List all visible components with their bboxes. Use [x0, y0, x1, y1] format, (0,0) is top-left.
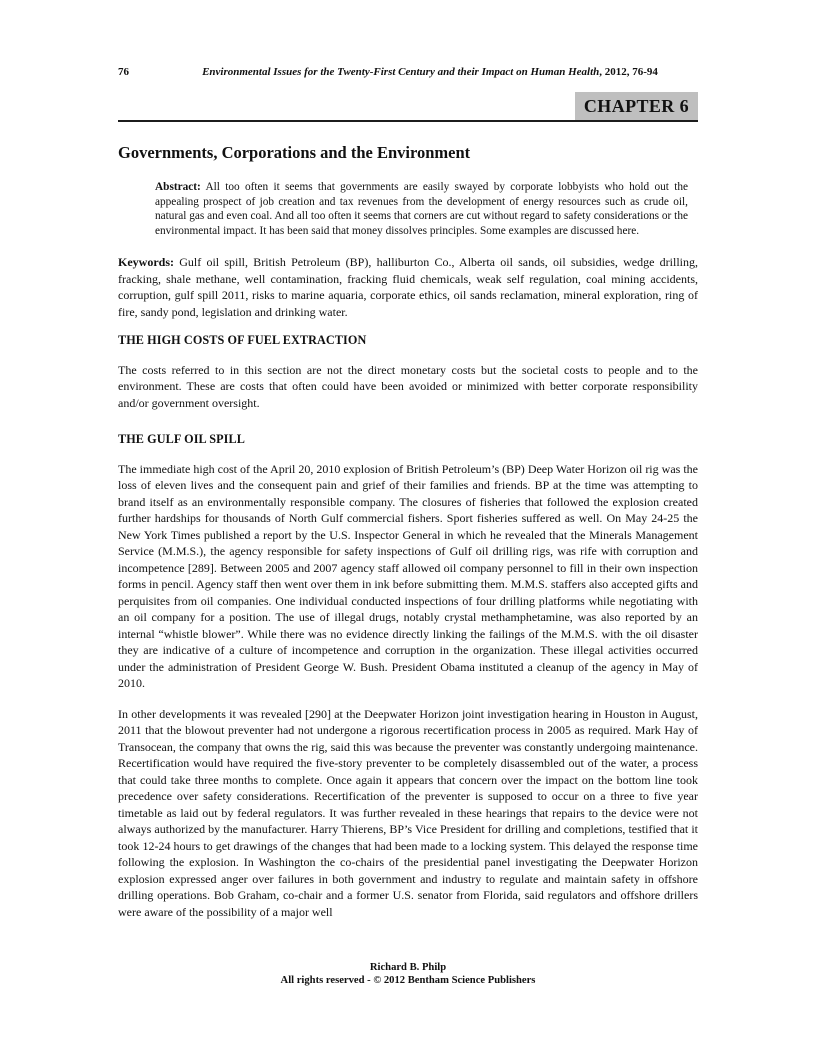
footer-author: Richard B. Philp [369, 962, 447, 973]
journal-title: Environmental Issues for the Twenty-First Century and their Impact on Human Health [202, 66, 600, 78]
chapter-banner: CHAPTER 6 [575, 92, 698, 120]
chapter-title: Governments, Corporations and the Environment [118, 143, 471, 162]
abstract [155, 180, 688, 238]
paragraph: The costs referred to in this section are not the direct monetary costs but the societal costs to people and to the environment. These are costs that often could have been avoided or minimized with better corporate responsibility and/or government oversight. [118, 362, 698, 410]
running-head [118, 66, 698, 79]
abstract-label: Abstract: [155, 181, 201, 193]
section-heading-fuel-extraction: THE HIGH COSTS OF FUEL EXTRACTION [118, 333, 367, 348]
page-footer [118, 961, 698, 987]
paragraph: In other developments it was revealed [290] at the Deepwater Horizon joint investigation hearing in Houston in August, 2011 that the blowout preventer had not undergone a rigorous recertification process in 2005 as required. Mark Hay of Transocean, the company that owns the rig, said this was because the preventer was constantly undergoing maintenance. Recertification would have required the five-story preventer to be completely disassembled out of the water, a process that could take three months to complete. Once again it appears that concern over the impact on the bottom line took precedence over safety considerations. Recertification of the preventer is supposed to occur on a three to five year timetable as laid out by federal regulators. It was further revealed in these hearings that repairs to the device were not always authorized by the manufacturer. Harry Thierens, BP’s Vice President for drilling and completions, testified that it took 12-24 hours to get drawings of the changes that had been made to a locking system. This delayed the response time following the explosion. In Washington the co-chairs of the presidential panel investigating the Deepwater Horizon explosion expressed anger over failures in both government and industry to regulate and maintain safety in offshore drilling operations. Bob Graham, co-chair and a former U.S. senator from Florida, said regulators and offshore drillers were aware of the possibility of a major well [118, 706, 698, 919]
keywords [118, 254, 698, 320]
abstract-text: All too often it seems that governments are easily swayed by corporate lobbyists who hold out the appealing prospect of job creation and tax revenues from the development of energy resources such as crude oil, natural gas and even coal. And all too often it seems that corners are cut without regard to safety considerations or the environmental impact. It has been said that money dissolves principles. Some examples are discussed here. [155, 181, 688, 237]
chapter-rule [118, 92, 698, 122]
section-heading-gulf-oil-spill: THE GULF OIL SPILL [118, 432, 245, 447]
keywords-text: Gulf oil spill, British Petroleum (BP), halliburton Co., Alberta oil sands, oil subsidies, wedge drilling, fracking, shale methane, well contamination, fracking fluid chemicals, weak self regulation, coal mining accidents, corruption, gulf spill 2011, risks to marine aquaria, corporate ethics, oil sands reclamation, mineral exploration, ring of fire, sandy pond, legislation and drinking water. [118, 255, 699, 319]
paragraph: The immediate high cost of the April 20, 2010 explosion of British Petroleum’s (BP) Deep Water Horizon oil rig was the loss of eleven lives and the consequent pain and grief of their families and friends. BP at the time was attempting to brand itself as an environmentally responsible company. The closures of fisheries that followed the explosion created further hardships for thousands of North Gulf commercial fishers. Sport fisheries suffered as well. On May 24-25 the New York Times published a report by the U.S. Inspector General in which he revealed that the Minerals Management Service (M.M.S.), the agency responsible for safety inspections of Gulf oil drilling rigs, was rife with corruption and incompetence [289]. Between 2005 and 2007 agency staff allowed oil company personnel to fill in their own inspection forms in pencil. Agency staff then went over them in ink before submitting them. M.M.S. staffers also accepted gifts and perquisites from oil companies. One individual conducted inspections of four drilling platforms while negotiating with an oil company for a position. The use of illegal drugs, notably crystal methamphetamine, was also reported by an internal “whistle blower”. While there was no evidence directly linking the failings of the M.M.S. with the oil disaster they are indicative of a culture of incompetence and corruption in the organization. These illegal activities occurred under the administration of President George W. Bush. President Obama instituted a cleanup of the agency in May of 2010. [118, 461, 698, 691]
running-title [162, 66, 698, 79]
page-number: 76 [118, 66, 129, 78]
footer-copyright: All rights reserved - © 2012 Bentham Science Publishers [280, 975, 536, 986]
keywords-label: Keywords: [118, 255, 174, 270]
journal-title-suffix: , 2012, 76-94 [599, 66, 658, 78]
